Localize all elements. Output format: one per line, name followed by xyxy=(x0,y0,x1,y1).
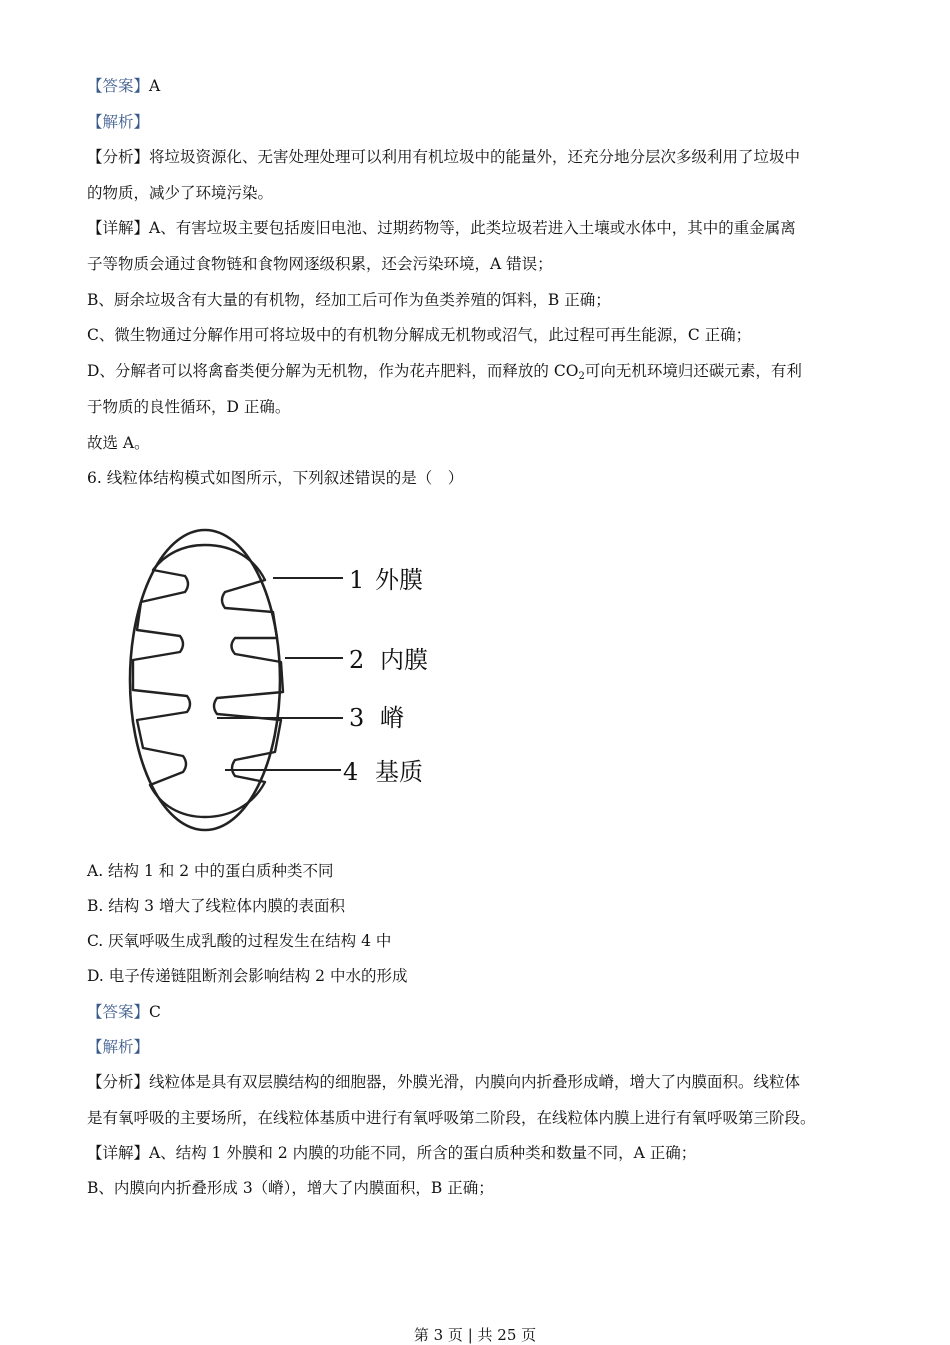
option-d-post: 可向无机环境归还碳元素，有利 xyxy=(584,362,802,380)
option-d: D. 电子传递链阻断剂会影响结构 2 中水的形成 xyxy=(87,967,408,985)
mitochondria-diagram xyxy=(125,520,465,845)
fenxi-tag-2: 【分析】 xyxy=(87,1073,150,1091)
analysis-heading-2 xyxy=(87,1037,149,1057)
detail-text-2: A、结构 1 外膜和 2 内膜的功能不同，所含的蛋白质种类和数量不同，A 正确； xyxy=(149,1144,697,1162)
fenxi-line xyxy=(87,147,800,167)
answer-tag-2: 【答案】 xyxy=(87,1003,150,1021)
analysis-heading xyxy=(87,112,149,132)
option-b-explain: B、厨余垃圾含有大量的有机物，经加工后可作为鱼类养殖的饵料，B 正确； xyxy=(87,291,611,309)
fenxi-text-2: 线粒体是具有双层膜结构的细胞器，外膜光滑，内膜向内折叠形成嵴，增大了内膜面积。线粒体 xyxy=(149,1073,801,1091)
co2-subscript: 2 xyxy=(578,371,585,382)
answer-line xyxy=(87,76,160,96)
fenxi-cont-2: 是有氧呼吸的主要场所，在线粒体基质中进行有氧呼吸第二阶段，在线粒体内膜上进行有氧呼吸第三阶段。 xyxy=(87,1109,816,1127)
label-num-4: 4 xyxy=(343,758,359,786)
label-num-2: 2 xyxy=(349,646,365,674)
answer-tag: 【答案】 xyxy=(87,77,150,95)
label-num-1: 1 xyxy=(349,566,365,594)
fenxi-line-2 xyxy=(87,1072,800,1092)
label-matrix: 基质 xyxy=(375,758,423,786)
detail-tag: 【详解】 xyxy=(87,219,150,237)
option-a: A. 结构 1 和 2 中的蛋白质种类不同 xyxy=(87,862,334,880)
option-d-pre: D、分解者可以将禽畜类便分解为无机物，作为花卉肥料，而释放的 CO xyxy=(87,362,579,380)
option-c: C. 厌氧呼吸生成乳酸的过程发生在结构 4 中 xyxy=(87,932,392,950)
label-outer-membrane: 外膜 xyxy=(375,566,423,594)
option-c-explain: C、微生物通过分解作用可将垃圾中的有机物分解成无机物或沼气，此过程可再生能源，C 正确； xyxy=(87,326,752,344)
fenxi-cont: 的物质，减少了环境污染。 xyxy=(87,184,274,202)
analysis-tag-2: 【解析】 xyxy=(87,1038,150,1056)
answer-value: A xyxy=(149,77,161,95)
detail-text: A、有害垃圾主要包括废旧电池、过期药物等，此类垃圾若进入土壤或水体中，其中的重金属离 xyxy=(149,219,796,237)
label-num-3: 3 xyxy=(349,704,365,732)
detail-line-2 xyxy=(87,1143,696,1163)
analysis-tag: 【解析】 xyxy=(87,113,150,131)
option-d-cont: 于物质的良性循环，D 正确。 xyxy=(87,398,291,416)
inner-membrane-shape xyxy=(133,545,283,817)
option-d-explain xyxy=(87,361,802,387)
label-cristae: 嵴 xyxy=(380,704,404,732)
option-b: B. 结构 3 增大了线粒体内膜的表面积 xyxy=(87,897,345,915)
detail-line xyxy=(87,218,796,238)
fenxi-tag: 【分析】 xyxy=(87,148,150,166)
option-b-explain-2: B、内膜向内折叠形成 3（嵴），增大了内膜面积，B 正确； xyxy=(87,1179,494,1197)
label-inner-membrane: 内膜 xyxy=(380,646,428,674)
fenxi-text: 将垃圾资源化、无害处理处理可以利用有机垃圾中的能量外，还充分地分层次多级利用了垃圾中 xyxy=(149,148,801,166)
question-6: 6. 线粒体结构模式如图所示，下列叙述错误的是（ ） xyxy=(87,469,464,487)
detail-tag-2: 【详解】 xyxy=(87,1144,150,1162)
answer-line-2 xyxy=(87,1002,161,1022)
detail-cont: 子等物质会通过食物链和食物网逐级积累，还会污染环境，A 错误； xyxy=(87,255,553,273)
answer-value-2: C xyxy=(149,1003,161,1021)
conclusion: 故选 A。 xyxy=(87,434,150,452)
page-footer: 第 3 页 | 共 25 页 xyxy=(413,1326,537,1344)
